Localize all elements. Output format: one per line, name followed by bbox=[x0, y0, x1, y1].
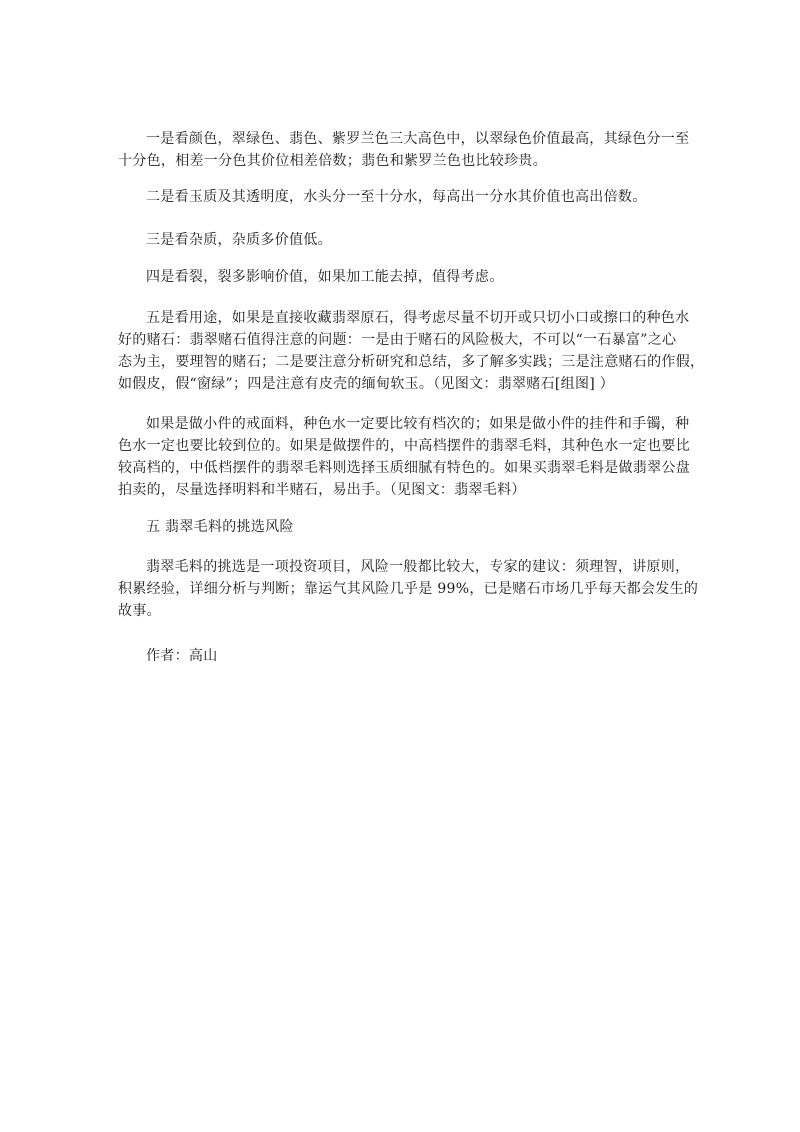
paragraph-impurities bbox=[146, 229, 658, 251]
paragraph-risk bbox=[118, 556, 699, 622]
paragraph-cracks bbox=[146, 266, 658, 288]
text-line: 三是看杂质，杂质多价值低。 bbox=[146, 232, 332, 248]
text-line: 态为主，要理智的赌石；二是要注意分析研究和总结，多了解多实践；三是注意赌石的作假， bbox=[118, 354, 705, 370]
text-line: 翡翠毛料的挑选是一项投资项目，风险一般都比较大，专家的建议：须理智，讲原则， bbox=[146, 559, 690, 575]
author-line bbox=[146, 645, 658, 667]
text-line: 拍卖的，尽量选择明料和半赌石，易出手。（见图文：翡翠毛料） bbox=[118, 482, 526, 498]
text-line: 五是看用途，如果是直接收藏翡翠原石，得考虑尽量不切开或只切小口或擦口的种色水 bbox=[146, 310, 690, 326]
section-heading bbox=[146, 516, 658, 538]
text-line: 故事。 bbox=[118, 603, 161, 619]
text-line: 如果是做小件的戒面料，种色水一定要比较有档次的；如果是做小件的挂件和手镯，种 bbox=[146, 416, 690, 432]
text-line: 好的赌石：翡翠赌石值得注意的问题：一是由于赌石的风险极大，不可以“一石暴富”之心 bbox=[118, 332, 677, 348]
paragraph-jade-quality bbox=[146, 186, 658, 208]
paragraph-purpose bbox=[118, 307, 705, 395]
text-line: 四是看裂，裂多影响价值，如果加工能去掉，值得考虑。 bbox=[146, 269, 504, 285]
text-line: 二是看玉质及其透明度，水头分一至十分水，每高出一分水其价值也高出倍数。 bbox=[146, 189, 647, 205]
paragraph-color bbox=[118, 128, 690, 172]
text-line: 色水一定也要比较到位的。如果是做摆件的，中高档摆件的翡翠毛料，其种色水一定也要比 bbox=[118, 438, 690, 454]
text-line: 较高档的，中低档摆件的翡翠毛料则选择玉质细腻有特色的。如果买翡翠毛料是做翡翠公盘 bbox=[118, 460, 690, 476]
text-line: 积累经验，详细分析与判断；靠运气其风险几乎是 99%，已是赌石市场几乎每天都会发生的 bbox=[118, 581, 699, 597]
text-line: 如假皮，假“窗绿”；四是注意有皮壳的缅甸软玉。（见图文：翡翠赌石[组图] ） bbox=[118, 376, 615, 392]
paragraph-small-pieces bbox=[118, 413, 690, 501]
text-line: 十分色，相差一分色其价位相差倍数；翡色和紫罗兰色也比较珍贵。 bbox=[118, 153, 547, 169]
author-text: 作者：高山 bbox=[146, 648, 218, 664]
heading-text: 五 翡翠毛料的挑选风险 bbox=[146, 519, 294, 535]
text-line: 一是看颜色，翠绿色、翡色、紫罗兰色三大高色中，以翠绿色价值最高，其绿色分一至 bbox=[146, 131, 690, 147]
